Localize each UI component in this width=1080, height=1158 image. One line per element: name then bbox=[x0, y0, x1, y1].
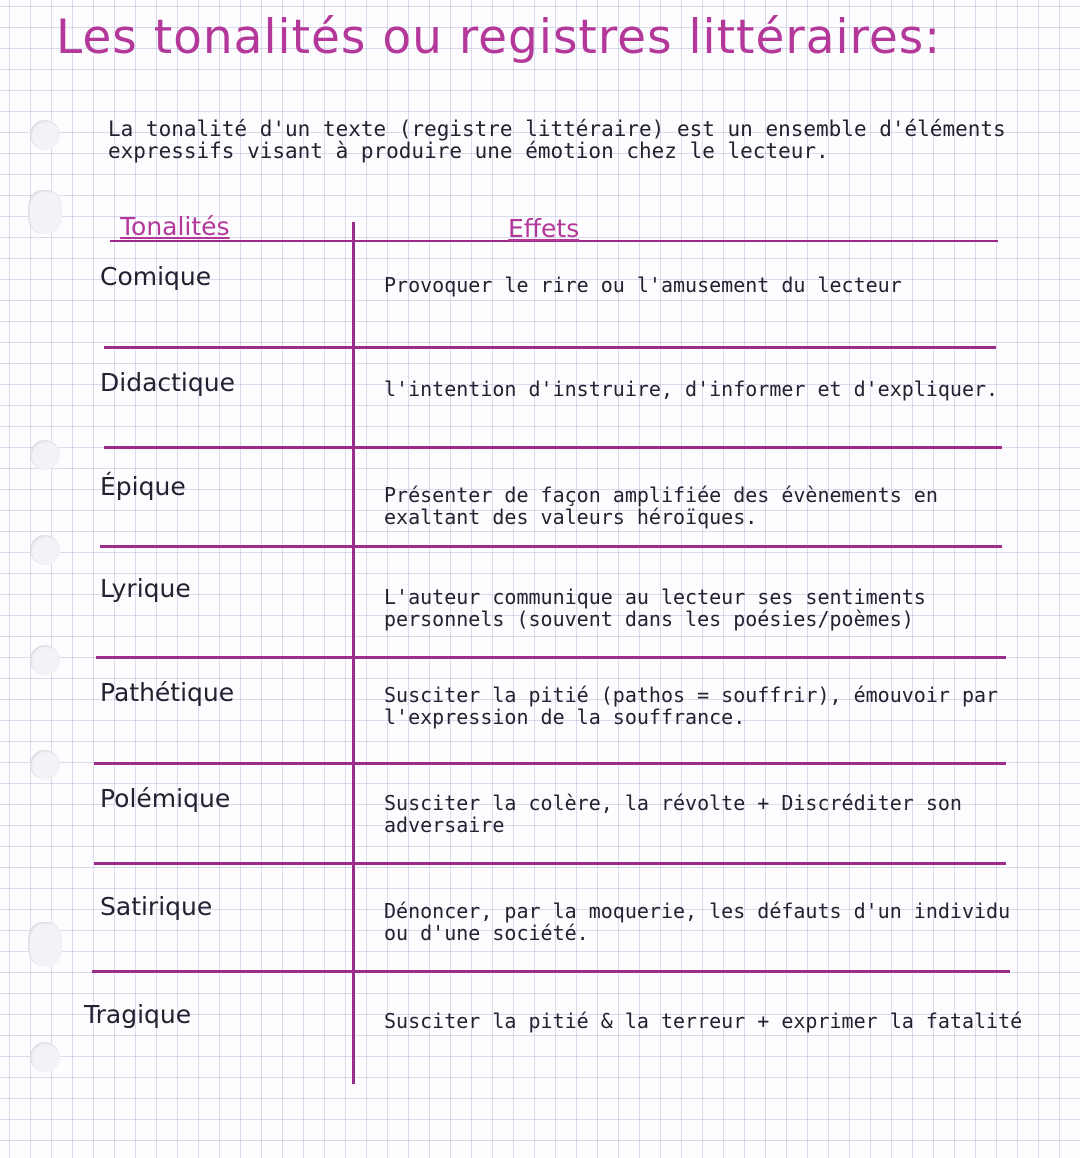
header-tonalites: Tonalités bbox=[120, 212, 230, 241]
effect-tragique: Susciter la pitié & la terreur + exprimer la fatalité bbox=[384, 1009, 1023, 1033]
column-divider bbox=[352, 222, 355, 1084]
tone-pathetique: Pathétique bbox=[100, 678, 235, 707]
tone-comique: Comique bbox=[100, 262, 212, 291]
tone-tragique: Tragique bbox=[84, 1000, 192, 1029]
tone-satirique: Satirique bbox=[100, 892, 213, 921]
row-divider bbox=[94, 762, 1006, 765]
effect-lyrique: L'auteur communique au lecteur ses sentiments personnels (souvent dans les poésies/poèmes) bbox=[384, 585, 926, 631]
row-divider bbox=[94, 862, 1006, 865]
tone-didactique: Didactique bbox=[100, 368, 235, 397]
header-effets: Effets bbox=[508, 214, 580, 243]
effect-pathetique: Susciter la pitié (pathos = souffrir), émouvoir par l'expression de la souffrance. bbox=[384, 683, 999, 729]
tone-lyrique: Lyrique bbox=[100, 574, 191, 603]
effect-polemique: Susciter la colère, la révolte + Discréditer son adversaire bbox=[384, 791, 962, 837]
intro-text: La tonalité d'un texte (registre littéraire) est un ensemble d'éléments expressifs visant à produire une émotion chez le lecteur. bbox=[108, 117, 1006, 163]
tone-polemique: Polémique bbox=[100, 784, 231, 813]
page-title: Les tonalités ou registres littéraires: bbox=[56, 10, 942, 65]
effect-satirique: Dénoncer, par la moquerie, les défauts d'un individu ou d'une société. bbox=[384, 899, 1011, 945]
row-divider bbox=[100, 545, 1002, 548]
effect-comique: Provoquer le rire ou l'amusement du lecteur bbox=[384, 273, 902, 297]
effect-epique: Présenter de façon amplifiée des évènements en exaltant des valeurs héroïques. bbox=[384, 483, 938, 529]
tone-epique: Épique bbox=[100, 472, 186, 501]
row-divider bbox=[104, 346, 996, 349]
row-divider bbox=[92, 970, 1010, 973]
row-divider bbox=[104, 446, 1002, 449]
row-divider bbox=[96, 656, 1006, 659]
effect-didactique: l'intention d'instruire, d'informer et d'expliquer. bbox=[384, 377, 999, 401]
